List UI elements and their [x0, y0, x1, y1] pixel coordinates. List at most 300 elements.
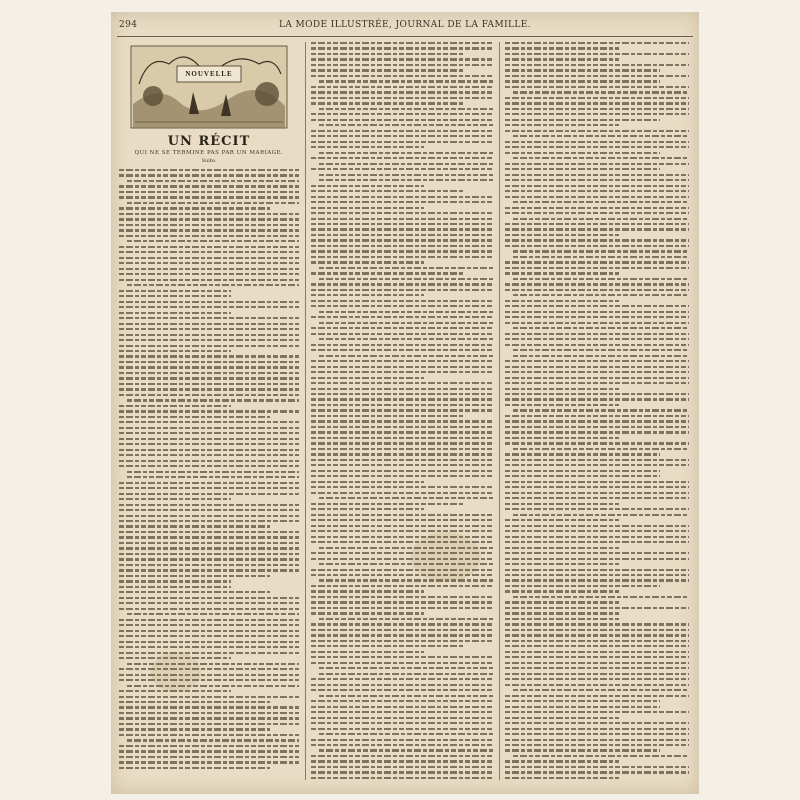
text-line — [505, 344, 689, 346]
text-line — [505, 733, 689, 735]
text-line — [119, 531, 299, 533]
text-line — [119, 580, 231, 582]
text-line — [311, 102, 464, 104]
text-line — [119, 624, 299, 626]
text-line — [505, 207, 689, 209]
text-line — [311, 130, 493, 132]
text-line — [311, 459, 493, 461]
text-line — [505, 530, 689, 532]
text-line — [311, 766, 493, 768]
text-line — [127, 613, 299, 615]
story-vignette — [129, 44, 289, 130]
text-line — [119, 366, 299, 368]
text-line — [311, 662, 493, 664]
text-line — [311, 420, 493, 422]
text-line — [319, 579, 493, 581]
text-line — [119, 251, 299, 253]
text-line — [505, 601, 619, 603]
text-line — [119, 591, 270, 593]
text-line — [505, 53, 689, 55]
text-line — [505, 228, 689, 230]
text-line — [513, 355, 689, 357]
text-line — [505, 695, 689, 697]
text-line — [127, 739, 299, 741]
text-line — [505, 459, 689, 461]
text-line — [505, 486, 689, 488]
text-line — [505, 108, 689, 110]
text-line — [119, 383, 299, 385]
text-line — [311, 245, 493, 247]
text-line — [119, 717, 299, 719]
text-line — [505, 662, 689, 664]
text-line — [119, 728, 270, 730]
text-line — [119, 515, 299, 517]
page-header — [111, 20, 699, 34]
text-line — [513, 409, 689, 411]
text-line — [119, 196, 299, 198]
text-column-3 — [505, 42, 689, 780]
text-line — [513, 135, 689, 137]
vignette-label: NOUVELLE — [185, 70, 233, 78]
text-line — [311, 250, 493, 252]
text-line — [505, 728, 689, 730]
text-line — [505, 316, 689, 318]
text-line — [311, 371, 493, 373]
text-line — [119, 575, 270, 577]
text-line — [505, 283, 689, 285]
text-line — [311, 470, 493, 472]
text-line — [505, 634, 689, 636]
text-line — [505, 760, 619, 762]
text-line — [119, 377, 299, 379]
text-line — [311, 300, 493, 302]
text-line — [311, 201, 493, 203]
text-line — [127, 202, 299, 204]
text-line — [505, 130, 689, 132]
text-line — [311, 135, 493, 137]
text-line — [119, 674, 299, 676]
text-line — [319, 355, 493, 357]
text-line — [311, 448, 493, 450]
column-divider — [499, 42, 500, 780]
column-body-text — [119, 169, 299, 769]
text-line — [505, 585, 660, 587]
text-line — [119, 328, 299, 330]
text-line — [505, 305, 689, 307]
text-line — [513, 278, 689, 280]
text-line — [311, 398, 493, 400]
page-number: 294 — [119, 20, 138, 30]
text-line — [119, 734, 299, 736]
text-line — [505, 289, 689, 291]
text-line — [505, 536, 689, 538]
text-line — [311, 190, 464, 192]
text-line — [505, 377, 689, 379]
text-line — [119, 218, 299, 220]
text-line — [505, 124, 619, 126]
column-body-text — [311, 42, 493, 780]
text-line — [505, 739, 689, 741]
text-line — [505, 80, 660, 82]
text-line — [311, 91, 493, 93]
text-line — [311, 196, 493, 198]
text-line — [119, 185, 299, 187]
text-line — [505, 700, 660, 702]
text-line — [119, 558, 299, 560]
text-line — [311, 207, 424, 209]
text-line — [119, 498, 231, 500]
text-line — [505, 272, 619, 274]
text-line — [311, 234, 493, 236]
text-line — [119, 756, 299, 758]
text-line — [505, 453, 660, 455]
text-line — [505, 398, 689, 400]
text-line — [505, 684, 689, 686]
text-line — [119, 646, 299, 648]
story-title: UN RÉCIT — [167, 134, 251, 149]
text-line — [119, 355, 299, 357]
text-line — [513, 91, 689, 93]
text-line — [311, 519, 493, 521]
text-line — [505, 722, 689, 724]
text-line — [505, 678, 689, 680]
text-line — [513, 218, 689, 220]
text-line — [119, 761, 299, 763]
text-line — [119, 323, 299, 325]
text-line — [119, 394, 299, 396]
text-line — [311, 360, 493, 362]
text-line — [505, 673, 689, 675]
text-line — [505, 508, 689, 510]
text-line — [119, 350, 231, 352]
text-line — [119, 257, 299, 259]
text-line — [505, 311, 689, 313]
paper-stain — [411, 532, 481, 582]
text-line — [119, 679, 299, 681]
text-line — [505, 393, 689, 395]
text-line — [119, 273, 299, 275]
text-line — [119, 290, 231, 292]
text-line — [505, 590, 619, 592]
text-line — [119, 536, 299, 538]
text-line — [127, 284, 299, 286]
text-line — [505, 64, 689, 66]
text-line — [119, 317, 299, 319]
text-line — [311, 684, 493, 686]
text-line — [119, 279, 299, 281]
text-line — [311, 42, 493, 44]
text-line — [505, 706, 660, 708]
text-line — [311, 146, 424, 148]
text-line — [119, 229, 299, 231]
text-line — [319, 749, 493, 751]
text-line — [319, 108, 493, 110]
text-line — [311, 596, 493, 598]
text-line — [311, 514, 493, 516]
text-line — [119, 268, 299, 270]
text-line — [119, 454, 299, 456]
text-line — [311, 289, 493, 291]
text-line — [119, 169, 299, 171]
text-line — [311, 426, 493, 428]
text-line — [311, 771, 493, 773]
text-line — [505, 475, 660, 477]
text-line — [505, 640, 689, 642]
text-line — [505, 629, 689, 631]
text-line — [119, 301, 299, 303]
text-line — [119, 246, 299, 248]
text-line — [513, 201, 689, 203]
text-line — [319, 322, 493, 324]
text-line — [505, 470, 660, 472]
text-line — [119, 482, 299, 484]
text-line — [319, 80, 493, 82]
text-line — [119, 652, 299, 654]
text-line — [127, 240, 299, 242]
text-line — [319, 278, 493, 280]
text-line — [311, 739, 493, 741]
text-line — [505, 651, 689, 653]
text-line — [119, 569, 299, 571]
text-line — [311, 651, 424, 653]
text-line — [505, 437, 619, 439]
text-line — [505, 420, 689, 422]
column-divider — [305, 42, 306, 780]
text-line — [505, 464, 689, 466]
text-line — [311, 634, 493, 636]
text-line — [311, 525, 493, 527]
text-line — [119, 547, 299, 549]
text-line — [119, 345, 299, 347]
text-line — [119, 334, 299, 336]
text-line — [311, 53, 464, 55]
text-line — [311, 706, 493, 708]
text-line — [311, 590, 424, 592]
text-line — [119, 339, 299, 341]
text-line — [127, 399, 299, 401]
text-line — [311, 689, 493, 691]
text-line — [505, 212, 689, 214]
column-body-text — [505, 42, 689, 780]
text-line — [505, 431, 689, 433]
text-line — [505, 113, 689, 115]
text-line — [505, 371, 689, 373]
text-line — [311, 492, 493, 494]
text-line — [119, 767, 270, 769]
text-line — [311, 212, 493, 214]
text-line — [505, 322, 689, 324]
text-line — [513, 755, 689, 757]
text-line — [505, 196, 689, 198]
text-line — [311, 239, 493, 241]
text-line — [505, 141, 689, 143]
text-line — [319, 124, 493, 126]
text-line — [311, 344, 493, 346]
text-line — [311, 431, 493, 433]
text-line — [319, 338, 493, 340]
text-line — [505, 267, 689, 269]
text-line — [311, 47, 493, 49]
text-line — [119, 312, 231, 314]
text-line — [505, 497, 689, 499]
text-line — [119, 191, 299, 193]
text-line — [311, 755, 493, 757]
text-line — [311, 409, 493, 411]
text-line — [513, 327, 689, 329]
text-line — [505, 179, 689, 181]
text-line — [311, 623, 493, 625]
text-line — [119, 509, 299, 511]
text-line — [311, 640, 493, 642]
vignette-illustration — [129, 44, 289, 130]
text-line — [319, 163, 493, 165]
text-line — [311, 119, 493, 121]
text-line — [119, 706, 299, 708]
text-line — [505, 152, 660, 154]
text-line — [119, 443, 299, 445]
text-line — [513, 448, 689, 450]
text-line — [119, 427, 299, 429]
text-line — [505, 366, 689, 368]
text-line — [311, 437, 493, 439]
text-line — [119, 641, 299, 643]
text-line — [505, 261, 689, 263]
paper-stain — [151, 652, 201, 692]
text-line — [319, 695, 493, 697]
text-line — [505, 333, 689, 335]
text-line — [505, 426, 689, 428]
text-line — [311, 113, 493, 115]
text-line — [505, 749, 660, 751]
text-line — [119, 668, 299, 670]
text-line — [311, 261, 424, 263]
text-line — [505, 388, 619, 390]
text-line — [311, 272, 464, 274]
text-line — [505, 744, 689, 746]
text-line — [119, 213, 299, 215]
text-line — [311, 97, 493, 99]
text-line — [311, 464, 493, 466]
text-line — [319, 733, 493, 735]
text-line — [311, 442, 493, 444]
text-line — [311, 503, 464, 505]
text-line — [505, 481, 689, 483]
text-line — [505, 618, 619, 620]
text-line — [119, 504, 299, 506]
text-line — [311, 305, 493, 307]
text-line — [119, 493, 299, 495]
text-line — [505, 163, 689, 165]
text-line — [311, 256, 493, 258]
text-line — [311, 508, 424, 510]
text-line — [505, 338, 689, 340]
text-line — [127, 476, 299, 478]
text-line — [119, 602, 299, 604]
text-line — [311, 700, 493, 702]
text-line — [311, 294, 424, 296]
text-line — [505, 607, 689, 609]
text-line — [311, 393, 493, 395]
text-line — [505, 569, 689, 571]
text-line — [311, 228, 493, 230]
text-line — [319, 174, 493, 176]
text-line — [513, 157, 689, 159]
text-line — [119, 465, 299, 467]
text-line — [505, 42, 689, 44]
text-line — [311, 283, 493, 285]
text-line — [513, 256, 689, 258]
text-line — [505, 717, 619, 719]
text-line — [311, 333, 493, 335]
text-line — [505, 623, 689, 625]
text-line — [513, 596, 689, 598]
text-line — [119, 701, 270, 703]
text-line — [311, 86, 493, 88]
text-line — [119, 723, 299, 725]
text-line — [311, 601, 493, 603]
text-line — [311, 722, 493, 724]
text-line — [119, 438, 299, 440]
text-line — [119, 207, 270, 209]
text-line — [119, 520, 299, 522]
text-line — [311, 585, 493, 587]
text-line — [119, 712, 299, 714]
text-line — [505, 563, 619, 565]
text-line — [319, 618, 493, 620]
text-line — [119, 432, 299, 434]
text-line — [119, 597, 299, 599]
text-line — [319, 673, 493, 675]
text-line — [505, 442, 689, 444]
text-line — [311, 327, 493, 329]
text-line — [505, 119, 660, 121]
text-line — [311, 382, 493, 384]
text-line — [119, 696, 299, 698]
text-line — [119, 372, 299, 374]
text-line — [505, 558, 689, 560]
text-line — [119, 449, 299, 451]
text-line — [513, 294, 689, 296]
text-line — [119, 306, 299, 308]
text-line — [505, 552, 689, 554]
text-line — [513, 250, 689, 252]
text-line — [311, 168, 493, 170]
newspaper-page — [111, 12, 699, 794]
text-line — [311, 64, 493, 66]
text-line — [311, 481, 424, 483]
text-line — [119, 416, 270, 418]
text-line — [311, 728, 493, 730]
text-line — [119, 460, 299, 462]
text-line — [119, 553, 299, 555]
text-line — [505, 612, 619, 614]
text-line — [505, 223, 689, 225]
text-line — [505, 102, 689, 104]
text-line — [505, 656, 689, 658]
story-author: Suite. — [201, 158, 217, 164]
text-line — [319, 179, 493, 181]
text-line — [505, 547, 619, 549]
text-line — [311, 744, 493, 746]
text-line — [505, 777, 619, 779]
story-subtitle: QUI NE SE TERMINE PAS PAR UN MARIAGE. — [134, 150, 284, 156]
text-line — [319, 311, 493, 313]
text-line — [127, 685, 299, 687]
text-line — [311, 218, 493, 220]
text-line — [119, 586, 231, 588]
text-line — [311, 453, 493, 455]
text-line — [319, 267, 493, 269]
